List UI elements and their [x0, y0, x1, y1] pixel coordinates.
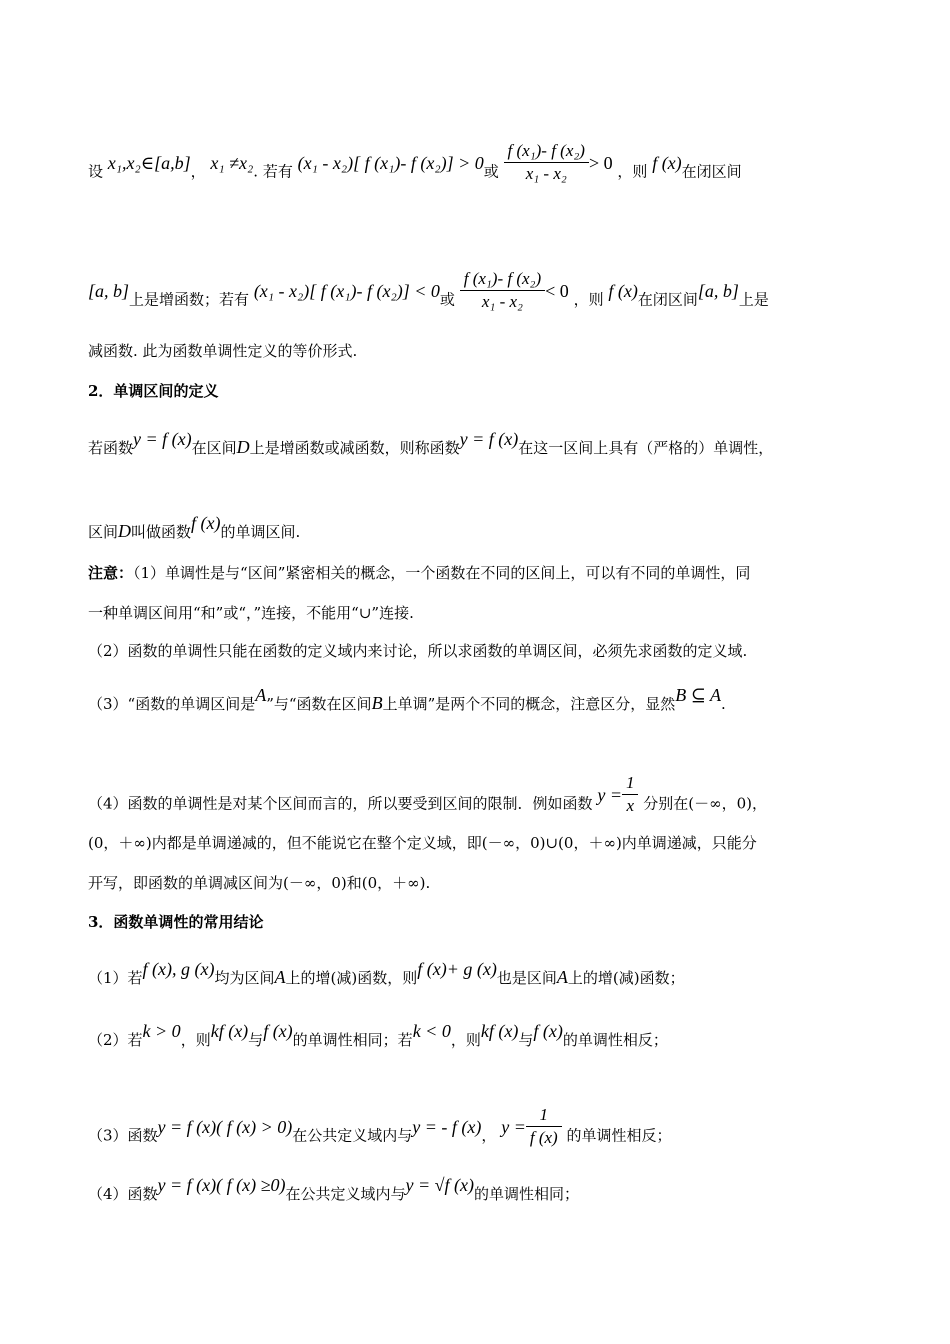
text: 区间 — [88, 523, 119, 541]
math-expr: y = — [597, 784, 622, 805]
fraction-numerator: f (x₁)- f (x₂) — [460, 268, 545, 291]
text: 均为区间 — [214, 969, 275, 987]
math-expr: k > 0 — [142, 1021, 181, 1041]
text: 或 — [483, 162, 499, 181]
fraction-denominator: x₁ - x₂ — [525, 164, 567, 183]
text: 的单调性相同；若 — [292, 1031, 413, 1049]
text: 上的增(减)函数，则 — [285, 969, 418, 987]
fraction-numerator: f (x₁)- f (x₂) — [504, 140, 589, 163]
math-expr: B — [371, 693, 383, 713]
conclusion-3 — [88, 1105, 868, 1159]
math-expr: y = √f (x) — [405, 1175, 475, 1195]
math-expr: f (x) — [263, 1021, 293, 1041]
text: （1）若 — [88, 969, 143, 987]
section-heading-3: 3．函数单调性的常用结论 — [88, 913, 264, 931]
math-expr: > 0 — [588, 152, 613, 173]
text: 或 — [439, 290, 455, 309]
math-expr: A — [255, 685, 267, 705]
math-expr: (x₁ - x₂)[ f (x₁)- f (x₂)] > 0 — [297, 152, 484, 173]
text: 在区间 — [191, 439, 237, 457]
fraction — [460, 268, 545, 313]
math-expr: x₁,x₂∈[a,b] — [107, 152, 191, 173]
fraction — [622, 772, 639, 817]
fraction-denominator: x — [626, 796, 634, 815]
text: ，则 — [573, 290, 604, 309]
math-expr: B ⊆ A — [675, 685, 721, 705]
fraction — [504, 140, 589, 185]
math-expr: y = f (x) — [459, 429, 519, 449]
conclusion-1 — [88, 959, 868, 989]
text: . 若有 — [253, 162, 293, 181]
text: 设 — [88, 162, 104, 181]
text: ，则 — [617, 162, 648, 181]
definition-line-1 — [88, 429, 868, 459]
math-expr: y = f (x)( f (x) ≥0) — [157, 1175, 286, 1195]
text: 分别在(－∞，0)， — [643, 794, 768, 813]
math-expr: D — [236, 437, 250, 457]
text: 在闭区间 — [681, 162, 742, 181]
note-4-line-3: 开写，即函数的单调减区间为(－∞，0)和(0，＋∞). — [88, 874, 431, 892]
math-expr: f (x) — [191, 513, 221, 533]
text: ， — [190, 162, 206, 181]
text: 的单调性相反； — [566, 1126, 672, 1145]
note-2: （2）函数的单调性只能在函数的定义域内来讨论，所以求函数的单调区间，必须先求函数的定义域. — [88, 642, 748, 660]
note-label: 注意： — [88, 564, 134, 582]
equiv-def-line-2 — [88, 269, 868, 323]
text: 上是增函数或减函数，则称函数 — [249, 439, 460, 457]
text: ，则 — [180, 1031, 211, 1049]
math-expr: y = f (x) — [133, 429, 192, 449]
math-expr: x₁ ≠x₂ — [210, 152, 254, 173]
text: 叫做函数 — [131, 523, 192, 541]
fraction-denominator: f (x) — [529, 1128, 558, 1147]
text: （3）函数 — [88, 1126, 158, 1145]
math-expr: f (x), g (x) — [142, 959, 215, 979]
math-expr: f (x) — [652, 152, 682, 173]
text: 在公共定义域内与 — [292, 1126, 413, 1145]
math-expr: f (x) — [533, 1021, 563, 1041]
text: 的单调区间. — [220, 523, 301, 541]
text: 若函数 — [88, 439, 134, 457]
equiv-def-line-1 — [88, 141, 868, 195]
fraction-numerator: 1 — [622, 772, 639, 795]
text: 的单调性相反； — [562, 1031, 668, 1049]
note-1-line-1 — [88, 562, 868, 584]
text: ，则 — [450, 1031, 481, 1049]
math-expr: f (x) — [608, 280, 638, 301]
text: ”与“函数在区间 — [266, 695, 372, 713]
math-expr: (x₁ - x₂)[ f (x₁)- f (x₂)] < 0 — [253, 280, 440, 301]
fraction — [526, 1104, 562, 1149]
text: 上是 — [738, 290, 769, 309]
text: （4）函数 — [88, 1185, 158, 1203]
math-expr: y = — [501, 1116, 526, 1137]
text: （2）若 — [88, 1031, 143, 1049]
text: 与 — [248, 1031, 264, 1049]
math-expr: y = f (x)( f (x) > 0) — [157, 1116, 293, 1137]
math-expr: [a, b] — [88, 280, 130, 301]
text: 也是区间 — [496, 969, 557, 987]
conclusion-4 — [88, 1175, 868, 1205]
note-4-line-1 — [88, 773, 868, 827]
equiv-def-line-3: 减函数. 此为函数单调性定义的等价形式. — [88, 342, 358, 360]
text: 上的增(减)函数； — [567, 969, 685, 987]
text: （4）函数的单调性是对某个区间而言的，所以要受到区间的限制．例如函数 — [88, 794, 593, 813]
fraction-denominator: x₁ - x₂ — [481, 292, 523, 311]
note-3 — [88, 685, 868, 715]
text: 上单调”是两个不同的概念，注意区分，显然 — [382, 695, 676, 713]
text: 在公共定义域内与 — [285, 1185, 406, 1203]
math-expr: D — [118, 521, 132, 541]
note-4-line-2: (0，＋∞)内都是单调递减的，但不能说它在整个定义域，即(－∞，0)∪(0，＋∞)内单调递减，只能分 — [88, 834, 757, 852]
text: ， — [481, 1126, 497, 1145]
math-expr: k < 0 — [412, 1021, 451, 1041]
text: 上是增函数；若有 — [129, 290, 250, 309]
math-expr: f (x)+ g (x) — [417, 959, 497, 979]
definition-line-2 — [88, 513, 868, 543]
text: 与 — [518, 1031, 534, 1049]
math-expr: kf (x) — [210, 1021, 249, 1041]
conclusion-2 — [88, 1021, 868, 1051]
text: 在这一区间上具有（严格的）单调性， — [518, 439, 774, 457]
math-expr: y = - f (x) — [412, 1116, 482, 1137]
text: . — [720, 695, 726, 713]
text: 在闭区间 — [637, 290, 698, 309]
math-expr: kf (x) — [480, 1021, 519, 1041]
text: （1）单调性是与“区间”紧密相关的概念，一个函数在不同的区间上，可以有不同的单调性，同 — [133, 564, 751, 582]
math-expr: [a, b] — [697, 280, 739, 301]
math-expr: A — [556, 967, 568, 987]
note-1-line-2: 一种单调区间用“和”或“，”连接，不能用“∪”连接. — [88, 604, 414, 622]
math-expr: A — [274, 967, 286, 987]
fraction-numerator: 1 — [526, 1104, 562, 1127]
text: 的单调性相同； — [474, 1185, 580, 1203]
text: （3）“函数的单调区间是 — [88, 695, 256, 713]
section-heading-2: 2．单调区间的定义 — [88, 382, 219, 400]
math-expr: < 0 — [545, 280, 569, 301]
